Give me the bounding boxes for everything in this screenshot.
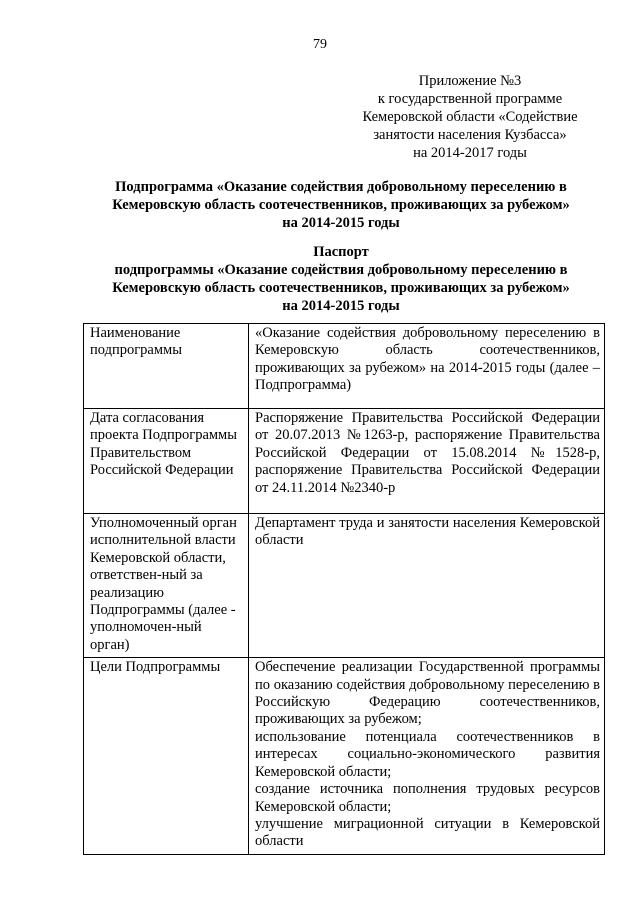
goal-item: использование потенциала соотечественников в интересах социально-экономического развития Кемеровской области; <box>255 728 600 780</box>
row-value: Распоряжение Правительства Российской Федерации от 20.07.2013 №1263-р, распоряжение Правительства Российской Федерации от 15.08.2014 №1528-р, распоряжение Правительства Российской Федерации от 24.11.2014 №2340-р <box>249 409 605 514</box>
passport-table <box>83 323 605 855</box>
appendix-line: Приложение №3 <box>418 73 522 89</box>
row-label: Наименование подпрограммы <box>84 324 249 409</box>
title-line: на 2014-2015 годы <box>282 215 400 231</box>
row-label: Дата согласования проекта Подпрограммы Правительством Российской Федерации <box>84 409 249 514</box>
title-line: Кемеровскую область соотечественников, проживающих за рубежом» <box>112 197 570 213</box>
table-row <box>84 324 605 409</box>
appendix-line: на 2014-2017 годы <box>413 145 527 161</box>
table-row <box>84 658 605 854</box>
table-row <box>84 409 605 514</box>
appendix-line: Кемеровской области «Содействие <box>362 109 578 125</box>
page-number: 79 <box>313 37 327 52</box>
appendix-line: к государственной программе <box>377 91 563 107</box>
appendix-note <box>346 72 594 162</box>
row-label: Уполномоченный орган исполнительной власти Кемеровской области, ответствен-ный за реализацию Подпрограммы (далее - уполномочен-ный орган) <box>84 514 249 658</box>
passport-title <box>0 243 640 315</box>
row-value: «Оказание содействия добровольному переселению в Кемеровскую область соотечественников, проживающих за рубежом» на 2014-2015 годы (далее – Подпрограмма) <box>249 324 605 409</box>
row-label: Цели Подпрограммы <box>84 658 249 854</box>
appendix-line: занятости населения Кузбасса» <box>373 127 567 143</box>
table-row <box>84 514 605 658</box>
row-value-list <box>249 658 605 854</box>
goal-item: создание источника пополнения трудовых ресурсов Кемеровской области; <box>255 781 600 815</box>
goal-item: улучшение миграционной ситуации в Кемеровской области <box>255 815 600 850</box>
goal-item: Обеспечение реализации Государственной программы по оказанию содействия добровольному переселению в Российскую Федерацию соотечественников, проживающих за рубежом; <box>255 659 600 728</box>
title-line: Подпрограмма «Оказание содействия добровольному переселению в <box>115 179 567 195</box>
passport-title-line: на 2014-2015 годы <box>282 298 400 314</box>
passport-title-line: Кемеровскую область соотечественников, проживающих за рубежом» <box>112 280 570 296</box>
passport-title-line: подпрограммы «Оказание содействия добровольному переселению в <box>114 262 568 278</box>
subprogram-title <box>0 178 640 232</box>
passport-title-line: Паспорт <box>313 244 369 260</box>
row-value: Департамент труда и занятости населения Кемеровской области <box>249 514 605 658</box>
